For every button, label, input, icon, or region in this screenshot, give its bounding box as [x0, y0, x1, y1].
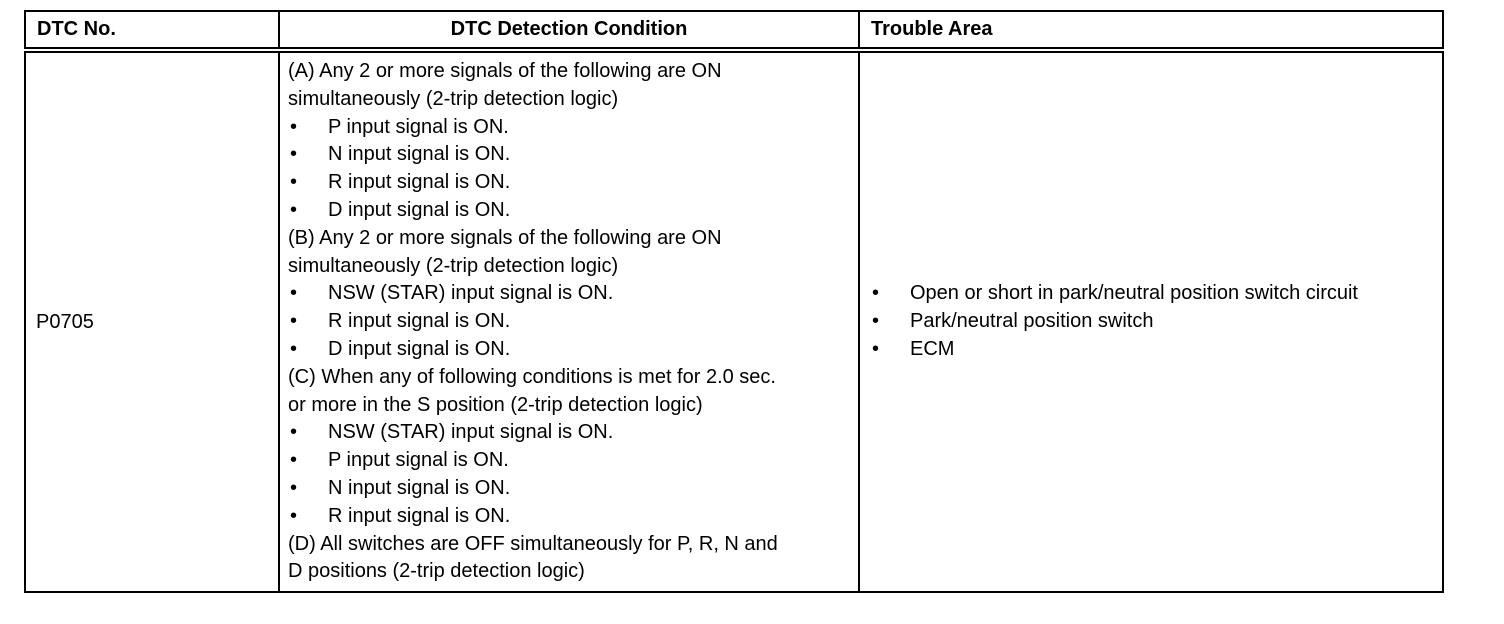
bullet-marker: • — [290, 476, 298, 499]
bullet-marker: • — [290, 143, 298, 166]
condition-bullet-item — [288, 141, 858, 169]
condition-bullet-text: D input signal is ON. — [328, 337, 511, 360]
bullet-marker: • — [290, 504, 298, 527]
condition-text-line: simultaneously (2-trip detection logic) — [288, 254, 619, 277]
bullet-marker: • — [290, 337, 298, 360]
condition-bullet-text: P input signal is ON. — [328, 115, 509, 138]
bullet-marker: • — [872, 310, 880, 333]
dtc-table — [24, 10, 1444, 593]
bullet-marker: • — [290, 282, 298, 305]
dtc-number-cell: P0705 — [25, 50, 279, 592]
trouble-area-item — [870, 336, 1442, 364]
bullet-marker: • — [872, 337, 880, 360]
condition-bullet-item — [288, 475, 858, 503]
header-detection-condition: DTC Detection Condition — [279, 11, 859, 50]
bullet-marker: • — [290, 115, 298, 138]
condition-text-line: (B) Any 2 or more signals of the following are ON — [288, 226, 722, 249]
bullet-marker: • — [872, 282, 880, 305]
bullet-marker: • — [290, 171, 298, 194]
condition-bullet-text: R input signal is ON. — [328, 504, 511, 527]
condition-bullet-text: R input signal is ON. — [328, 310, 511, 333]
condition-bullet-text: D input signal is ON. — [328, 198, 511, 221]
condition-text-line: or more in the S position (2-trip detection logic) — [288, 393, 703, 416]
detection-condition-cell — [279, 50, 859, 592]
header-dtc-no: DTC No. — [25, 11, 279, 50]
condition-bullet-item — [288, 169, 858, 197]
condition-bullet-text: NSW (STAR) input signal is ON. — [328, 421, 614, 444]
trouble-area-text: Park/neutral position switch — [910, 310, 1154, 333]
condition-bullet-text: P input signal is ON. — [328, 449, 509, 472]
condition-bullet-item — [288, 280, 858, 308]
condition-bullet-item — [288, 114, 858, 142]
condition-text-line: simultaneously (2-trip detection logic) — [288, 87, 619, 110]
bullet-marker: • — [290, 198, 298, 221]
table-row — [25, 50, 1443, 592]
bullet-marker: • — [290, 310, 298, 333]
condition-bullet-text: NSW (STAR) input signal is ON. — [328, 282, 614, 305]
condition-bullet-item — [288, 419, 858, 447]
bullet-marker: • — [290, 421, 298, 444]
condition-bullet-item — [288, 503, 858, 531]
trouble-area-text: ECM — [910, 337, 955, 360]
condition-bullet-text: N input signal is ON. — [328, 476, 511, 499]
header-trouble-area: Trouble Area — [859, 11, 1443, 50]
condition-bullet-item — [288, 336, 858, 364]
condition-text-line: D positions (2-trip detection logic) — [288, 560, 585, 583]
condition-text-line: (C) When any of following conditions is met for 2.0 sec. — [288, 365, 776, 388]
trouble-area-text: Open or short in park/neutral position switch circuit — [910, 282, 1358, 305]
condition-bullet-item — [288, 197, 858, 225]
table-header-row — [25, 11, 1443, 50]
condition-bullet-text: R input signal is ON. — [328, 171, 511, 194]
bullet-marker: • — [290, 449, 298, 472]
condition-bullet-text: N input signal is ON. — [328, 143, 511, 166]
trouble-area-item — [870, 308, 1442, 336]
condition-bullet-item — [288, 308, 858, 336]
condition-bullet-item — [288, 447, 858, 475]
trouble-area-cell — [859, 50, 1443, 592]
trouble-area-item — [870, 280, 1442, 308]
condition-text-line: (D) All switches are OFF simultaneously for P, R, N and — [288, 532, 778, 555]
condition-text-line: (A) Any 2 or more signals of the following are ON — [288, 60, 722, 82]
